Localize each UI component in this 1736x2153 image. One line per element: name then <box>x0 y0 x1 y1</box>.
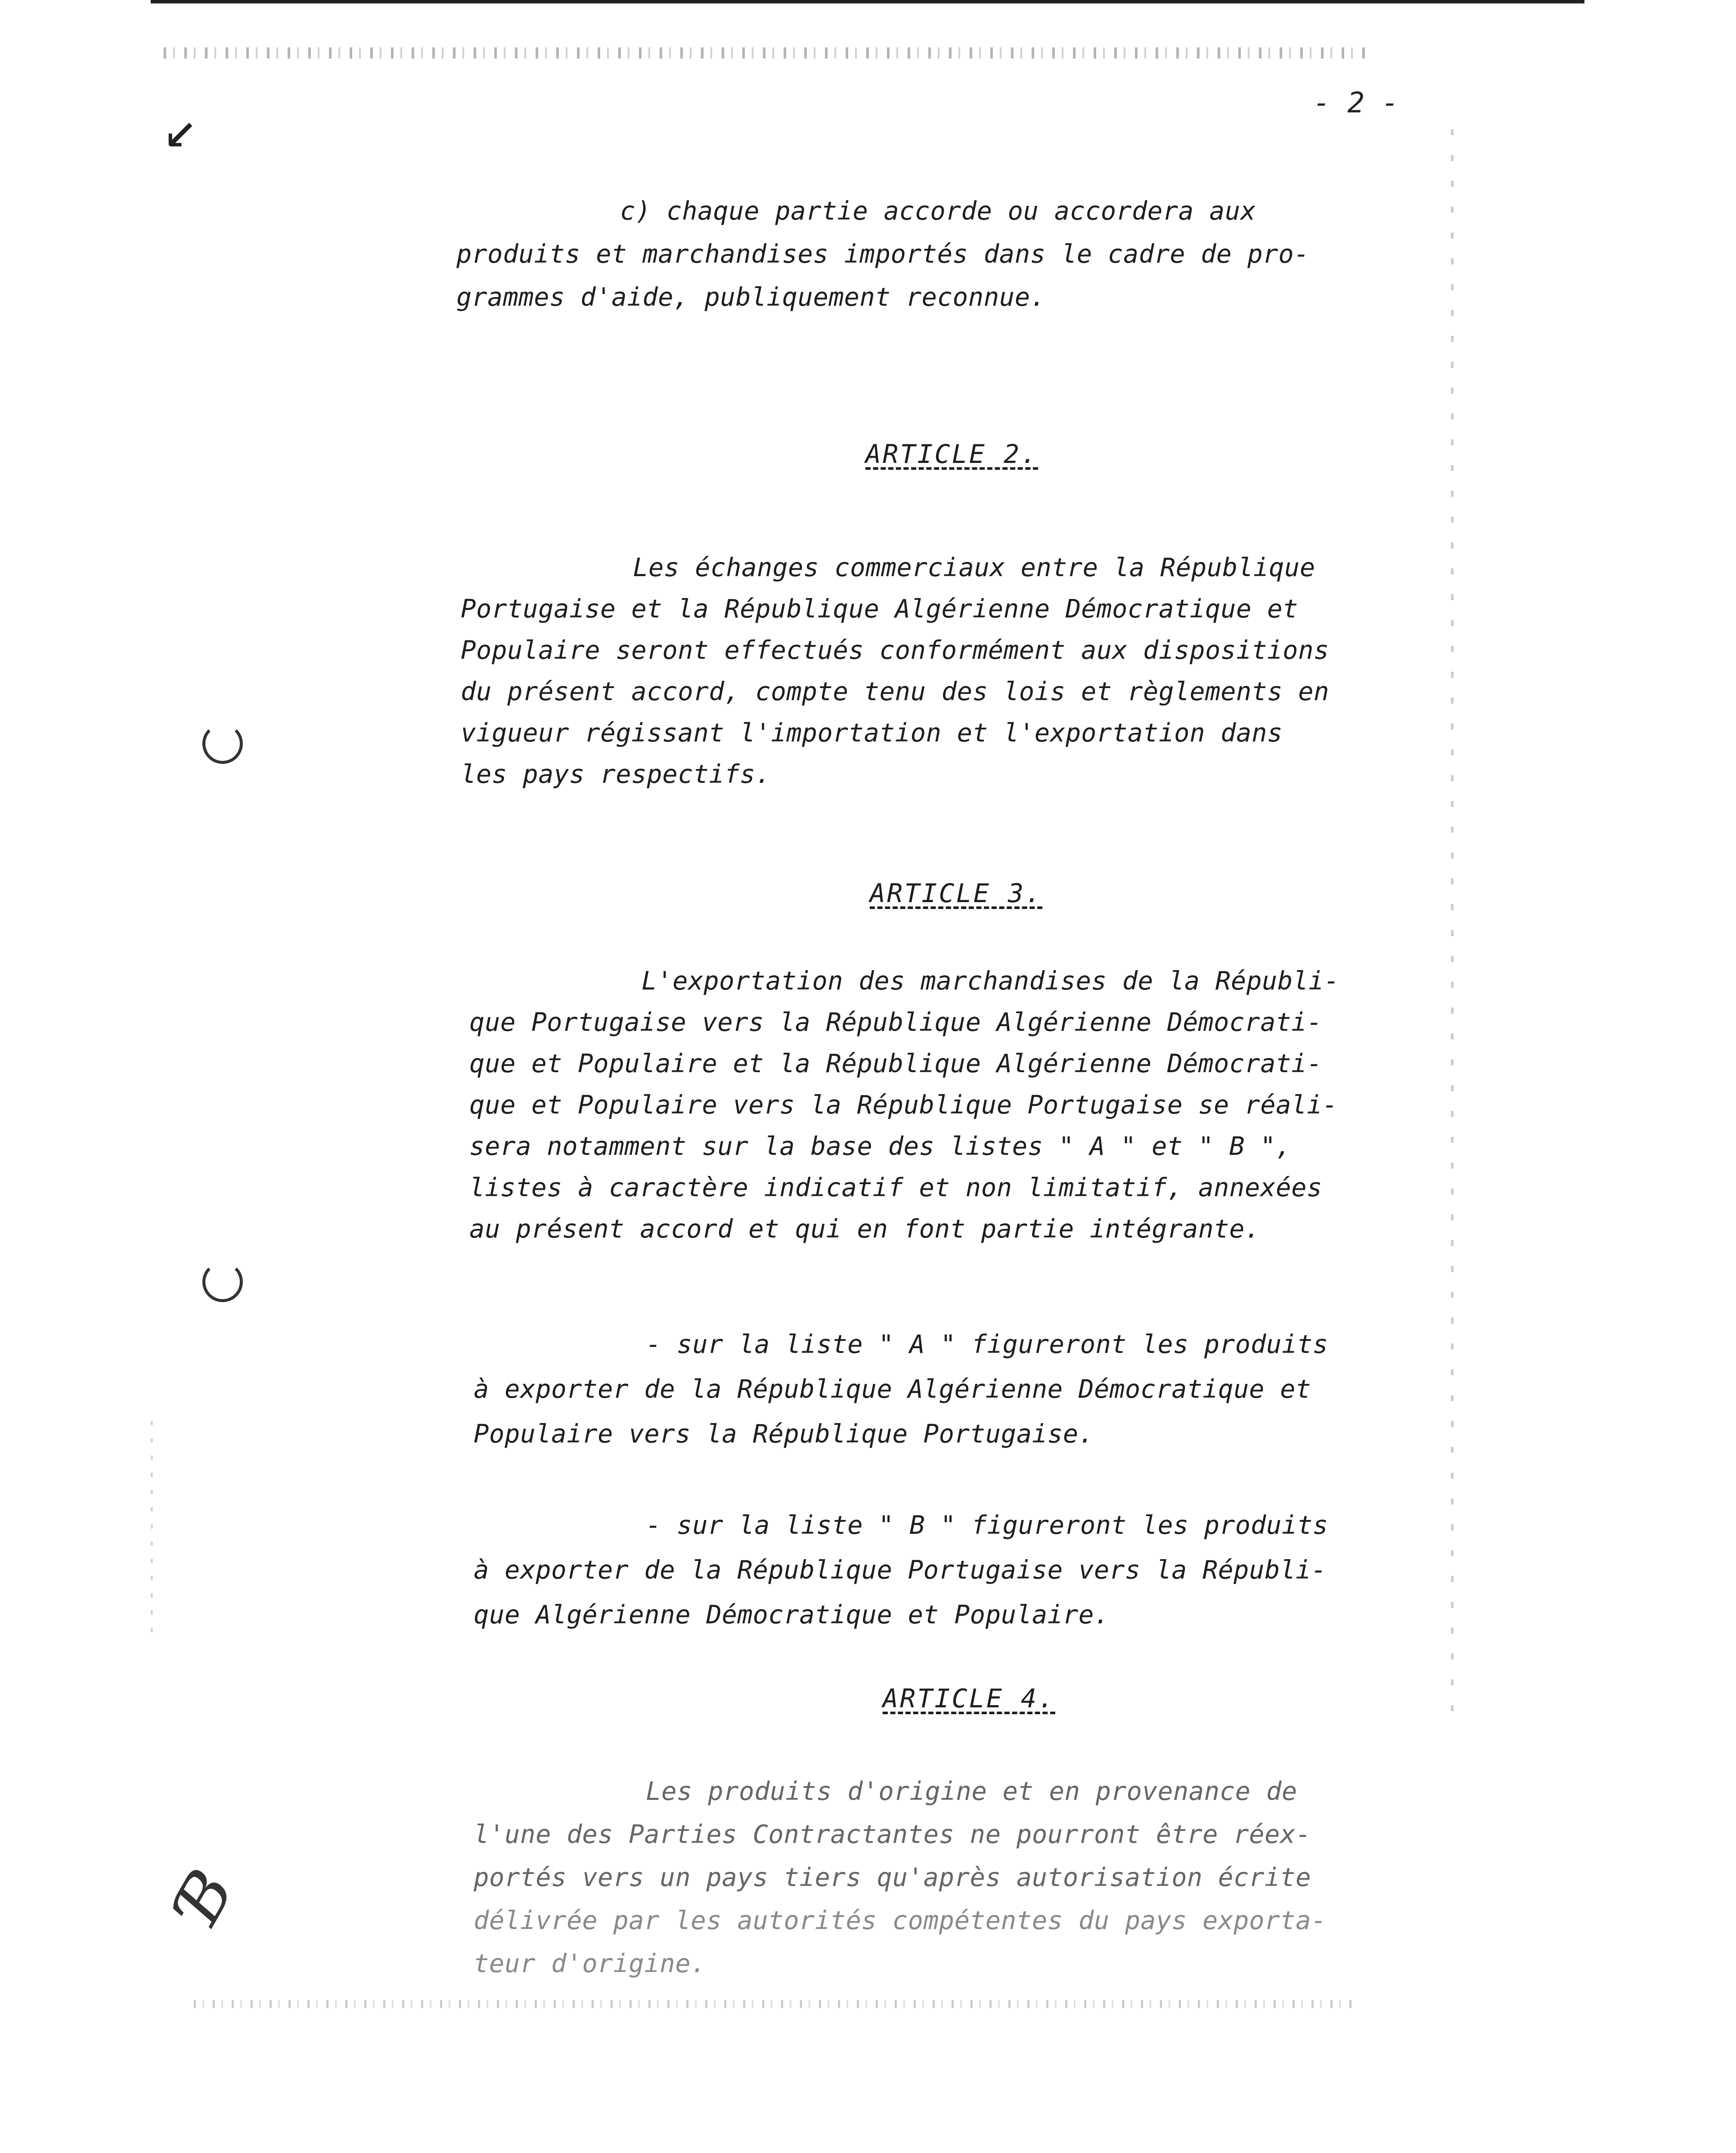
text-line: les pays respectifs. <box>461 759 771 789</box>
text-line: Portugaise et la République Algérienne Démocratique et <box>461 594 1299 624</box>
text-line: que et Populaire et la République Algérienne Démocrati- <box>469 1049 1323 1078</box>
text-line: Les échanges commerciaux entre la République <box>633 552 1315 582</box>
list-b-paragraph <box>474 1503 1481 1637</box>
text-line: délivrée par les autorités compétentes du pays exporta- <box>474 1905 1327 1935</box>
handwritten-initials-icon: Ɓ <box>160 1857 249 1936</box>
text-line: que Portugaise vers la République Algérienne Démocrati- <box>469 1007 1323 1037</box>
handwritten-mark-icon: ↙ <box>164 94 198 160</box>
article-4-body <box>474 1770 1481 1985</box>
right-margin-marks <box>1451 129 1454 1722</box>
left-margin-marks <box>151 1421 153 1636</box>
fax-footer-noise <box>194 2000 1356 2008</box>
text-line: - sur la liste " A " figureront les produits <box>646 1329 1328 1359</box>
text-line: teur d'origine. <box>474 1948 707 1978</box>
text-line: c) chaque partie accorde ou accordera aux <box>620 196 1256 226</box>
text-line: sera notamment sur la base des listes " A " et " B ", <box>469 1131 1292 1161</box>
article-4-heading: ARTICLE 4. <box>883 1684 1056 1714</box>
text-line: produits et marchandises importés dans le cadre de pro- <box>456 239 1310 269</box>
text-line: listes à caractère indicatif et non limitatif, annexées <box>469 1173 1323 1202</box>
text-line: Populaire seront effectués conformément aux dispositions <box>461 635 1330 665</box>
clause-c <box>456 189 1464 319</box>
top-border-line <box>151 0 1584 3</box>
text-line: - sur la liste " B " figureront les produits <box>646 1510 1328 1540</box>
text-line: vigueur régissant l'importation et l'exportation dans <box>461 718 1283 748</box>
text-line: Populaire vers la République Portugaise. <box>474 1419 1094 1449</box>
article-2-body <box>461 547 1468 795</box>
text-line: du présent accord, compte tenu des lois et règlements en <box>461 676 1330 706</box>
text-line: grammes d'aide, publiquement reconnue. <box>456 282 1046 312</box>
punch-hole-icon <box>202 1262 243 1302</box>
list-a-paragraph <box>474 1322 1481 1456</box>
article-3-heading: ARTICLE 3. <box>870 878 1043 909</box>
fax-header-noise <box>164 47 1369 59</box>
text-line: portés vers un pays tiers qu'après autorisation écrite <box>474 1862 1311 1892</box>
text-line: L'exportation des marchandises de la Républi- <box>642 966 1339 996</box>
text-line: que Algérienne Démocratique et Populaire. <box>474 1600 1110 1629</box>
text-line: à exporter de la République Portugaise vers la Républi- <box>474 1555 1327 1585</box>
text-line: l'une des Parties Contractantes ne pourront être réex- <box>474 1819 1311 1849</box>
article-2-heading: ARTICLE 2. <box>865 439 1038 469</box>
article-3-body <box>469 960 1477 1250</box>
text-line: à exporter de la République Algérienne Démocratique et <box>474 1374 1311 1404</box>
punch-hole-icon <box>202 723 243 764</box>
text-line: au présent accord et qui en font partie intégrante. <box>469 1214 1261 1244</box>
page-number: - 2 - <box>1313 86 1399 119</box>
text-line: Les produits d'origine et en provenance de <box>646 1776 1297 1806</box>
text-line: que et Populaire vers la République Portugaise se réali- <box>469 1090 1338 1120</box>
